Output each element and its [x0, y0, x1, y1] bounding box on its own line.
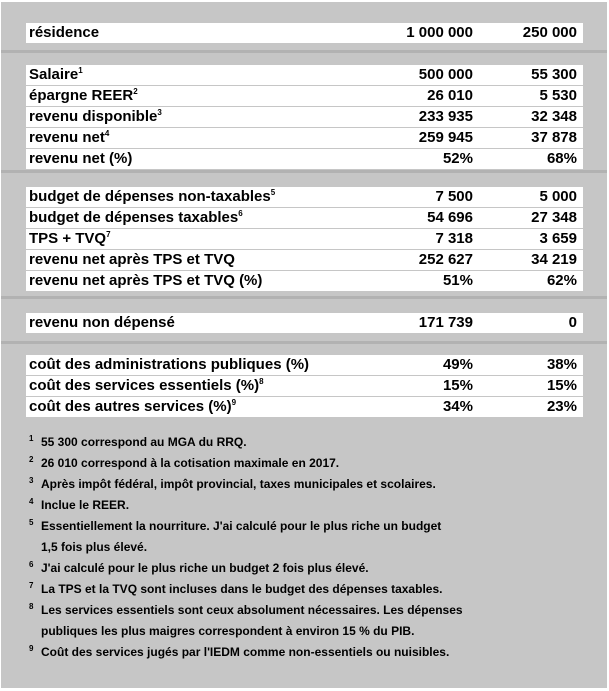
value-col-1: 7 318: [435, 230, 473, 247]
row-label: revenu net après TPS et TVQ (%): [29, 272, 263, 289]
value-col-1: 15%: [442, 377, 473, 394]
value-col-2: 34 219: [531, 251, 577, 268]
table-row: [26, 376, 583, 396]
value-col-1: 51%: [442, 272, 473, 289]
footnote-text: La TPS et la TVQ sont incluses dans le budget des dépenses taxables.: [41, 582, 443, 596]
footnote-text: 55 300 correspond au MGA du RRQ.: [41, 435, 247, 449]
row-label: coût des administrations publiques (%): [29, 356, 310, 373]
row-label: revenu non dépensé: [29, 314, 175, 331]
footnote-ref: 3: [157, 108, 162, 117]
table-row: [26, 128, 583, 148]
table-row: [26, 149, 583, 169]
value-col-2: 0: [568, 314, 577, 331]
footnote-item: $^8$ Les services essentiels sont ceux absolument nécessaires. Les dépenses publiques les plus maigres correspondent à environ 15 % du PIB.: [29, 602, 463, 638]
row-label: budget de dépenses taxables$^6$: [29, 209, 243, 226]
table-row: [26, 187, 583, 207]
footnote-ref: 5: [270, 188, 276, 197]
value-col-2: 5 000: [539, 188, 577, 205]
section-separator: [1, 170, 607, 173]
footnote-ref: 9: [231, 398, 237, 407]
value-col-1: 252 627: [418, 251, 473, 268]
footnote-text: Après impôt fédéral, impôt provincial, taxes municipales et scolaires.: [41, 477, 436, 491]
footnote-text: 1,5 fois plus élevé.: [41, 540, 148, 554]
table-row: [26, 65, 583, 85]
footnote-text: 26 010 correspond à la cotisation maximale en 2017.: [41, 456, 340, 470]
footnote-item: $^3$ Après impôt fédéral, impôt provincial, taxes municipales et scolaires.: [29, 476, 436, 491]
footnote-text: Inclue le REER.: [41, 498, 130, 512]
footnote-item: $^4$ Inclue le REER.: [29, 497, 130, 512]
value-col-2: 3 659: [539, 230, 577, 247]
value-col-2: 37 878: [531, 129, 577, 146]
section-separator: [1, 296, 607, 299]
table-row: [26, 86, 583, 106]
table-row: [26, 355, 583, 375]
value-col-2: 15%: [546, 377, 577, 394]
footnote-ref: 8: [259, 377, 264, 386]
table-row: [26, 23, 583, 43]
table-row: [26, 250, 583, 270]
value-col-2: 68%: [546, 150, 577, 167]
value-col-2: 27 348: [531, 209, 577, 226]
row-label: revenu net$^4$: [29, 129, 110, 146]
footnote-ref: 4: [104, 129, 110, 138]
value-col-1: 54 696: [427, 209, 473, 226]
value-col-2: 32 348: [531, 108, 577, 125]
value-col-1: 49%: [442, 356, 473, 373]
footnote-item: $^1$ 55 300 correspond au MGA du RRQ.: [29, 434, 247, 449]
value-col-1: 26 010: [427, 87, 473, 104]
footnote-item: $^2$ 26 010 correspond à la cotisation maximale en 2017.: [29, 455, 340, 470]
row-label: coût des autres services (%)$^9$: [29, 398, 237, 415]
value-col-1: 500 000: [418, 66, 473, 83]
row-label: revenu net (%): [29, 150, 133, 167]
table-row: [26, 107, 583, 127]
value-col-1: 171 739: [418, 314, 473, 331]
footnote-ref: 6: [238, 209, 243, 218]
footnote-ref: 1: [78, 66, 83, 75]
row-label: budget de dépenses non-taxables$^5$: [29, 188, 276, 205]
footnote-item: $^6$ J'ai calculé pour le plus riche un budget 2 fois plus élevé.: [29, 560, 369, 575]
footnote-text: publiques les plus maigres correspondent à environ 15 % du PIB.: [41, 624, 415, 638]
value-col-1: 34%: [442, 398, 473, 415]
section-separator: [1, 50, 607, 53]
value-col-1: 7 500: [435, 188, 473, 205]
value-col-2: 5 530: [539, 87, 577, 104]
footnote-item: $^7$ La TPS et la TVQ sont incluses dans le budget des dépenses taxables.: [29, 581, 443, 596]
table-row: [26, 208, 583, 228]
table-row: [26, 313, 583, 333]
row-label: revenu net après TPS et TVQ: [29, 251, 235, 268]
row-label: TPS + $TVQ^7$: [29, 230, 111, 247]
footnote-text: Coût des services jugés par l'IEDM comme non-essentiels ou nuisibles.: [41, 645, 450, 659]
footnote-item: $^9$ Coût des services jugés par l'IEDM comme non-essentiels ou nuisibles.: [29, 644, 450, 659]
footnote-ref: 7: [106, 230, 111, 239]
row-label: épargne REER$^2$: [29, 87, 138, 104]
section-separator: [1, 341, 607, 344]
footnote-text: Les services essentiels sont ceux absolument nécessaires. Les dépenses: [41, 603, 463, 617]
value-col-2: 55 300: [531, 66, 577, 83]
value-col-2: 62%: [546, 272, 577, 289]
row-label: Salaire$^1$: [29, 66, 83, 83]
table-row: [26, 397, 583, 417]
footnote-text: J'ai calculé pour le plus riche un budget 2 fois plus élevé.: [41, 561, 369, 575]
value-col-2: 23%: [546, 398, 577, 415]
footnote-ref: 2: [133, 87, 138, 96]
value-col-1: 233 935: [418, 108, 473, 125]
table-row: [26, 229, 583, 249]
row-label: coût des services essentiels (%)$^8$: [29, 377, 264, 394]
value-col-1: 1 000 000: [406, 24, 473, 41]
row-label: revenu disponible$^3$: [29, 108, 162, 125]
footnote-text: Essentiellement la nourriture. J'ai calculé pour le plus riche un budget: [41, 519, 442, 533]
footnote-item: $^5$ Essentiellement la nourriture. J'ai calculé pour le plus riche un budget 1,5 fois plus élevé.: [29, 518, 442, 554]
row-label: résidence: [29, 24, 100, 41]
value-col-2: 38%: [546, 356, 577, 373]
value-col-1: 259 945: [418, 129, 473, 146]
value-col-1: 52%: [442, 150, 473, 167]
value-col-2: 250 000: [522, 24, 577, 41]
table-row: [26, 271, 583, 291]
